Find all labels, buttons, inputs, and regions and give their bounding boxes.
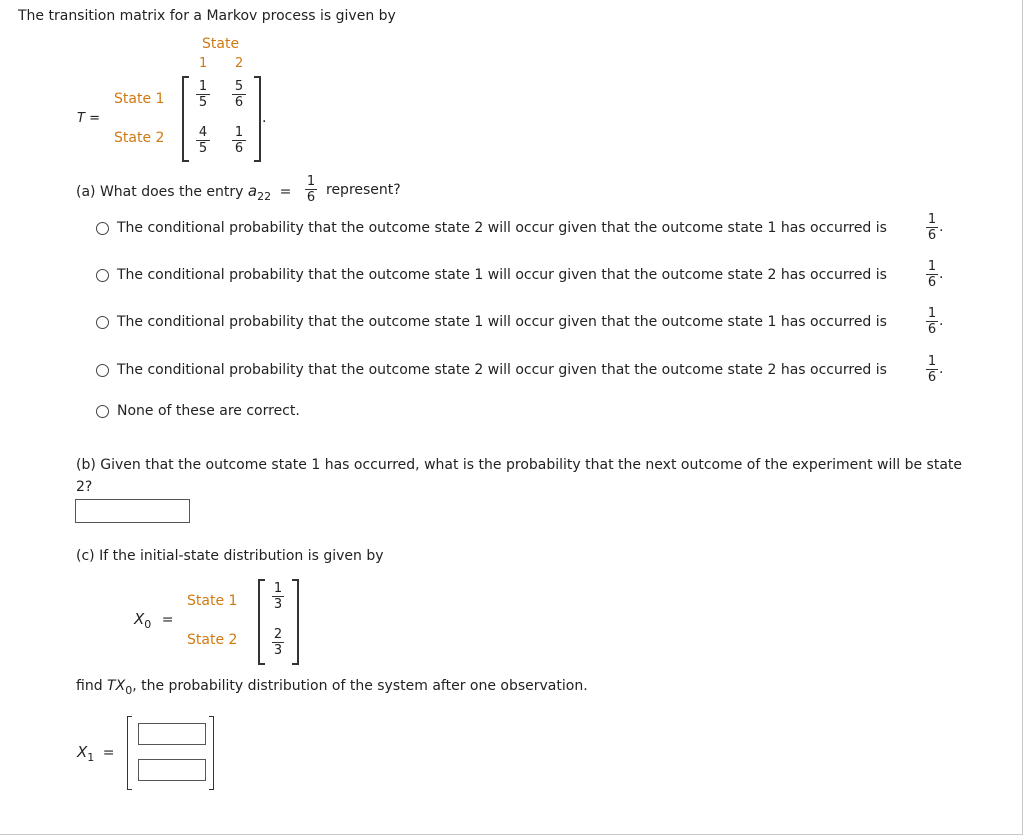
vector-entry-1: $\frac{1}{3}$ [273, 581, 283, 612]
x1-answer-2-input[interactable] [138, 759, 206, 781]
matrix-col-2: 2 [235, 56, 244, 71]
matrix-entry-11: $\frac{1}{5}$ [196, 79, 210, 110]
part-b-answer-input[interactable] [75, 499, 190, 523]
find-prefix: find [76, 678, 103, 694]
part-a-prefix: (a) What does the entry [76, 184, 244, 200]
part-c-find [76, 678, 588, 697]
option-5-text[interactable]: None of these are correct. [117, 403, 300, 419]
x1-answer-1-input[interactable] [138, 723, 206, 745]
vector-row2-label: State 2 [187, 632, 238, 648]
x0-equals: = [161, 612, 174, 628]
part-b-question-line2: 2? [76, 479, 93, 495]
option-3-fraction: $\frac{1}{6}$ [927, 306, 937, 337]
entry-subscript: 22 [257, 189, 272, 203]
part-a-equals: = [279, 184, 292, 200]
matrix-entry-22: $\frac{1}{6}$ [232, 125, 246, 156]
vector-entry-2: $\frac{2}{3}$ [273, 627, 283, 658]
matrix-col-header: State [202, 36, 240, 52]
matrix-entry-21: $\frac{4}{5}$ [196, 125, 210, 156]
entry-symbol: a [247, 182, 258, 200]
matrix-row2-label: State 2 [114, 130, 165, 146]
option-1-fraction: $\frac{1}{6}$ [927, 212, 937, 243]
option-2-fraction: $\frac{1}{6}$ [927, 259, 937, 290]
part-a-suffix: represent? [326, 182, 401, 198]
find-subscript: 0 [125, 683, 133, 697]
x0-subscript: 0 [144, 617, 152, 631]
vector-row1-label: State 1 [187, 593, 238, 609]
option-4-radio[interactable] [96, 364, 109, 377]
option-1-period: . [939, 219, 944, 235]
find-suffix: , the probability distribution of the system after one observation. [132, 678, 588, 694]
option-3-radio[interactable] [96, 316, 109, 329]
option-4-period: . [939, 361, 944, 377]
x1-equals: = [102, 745, 115, 761]
matrix-t-label [77, 111, 100, 126]
x0-symbol: X [134, 610, 145, 628]
option-2-period: . [939, 266, 944, 282]
matrix-col-1: 1 [199, 56, 208, 71]
matrix-period: . [262, 110, 267, 126]
option-3-text[interactable]: The conditional probability that the outcome state 1 will occur given that the outcome state 1 has occurred is [117, 314, 887, 330]
option-4-text[interactable]: The conditional probability that the outcome state 2 will occur given that the outcome state 2 has occurred is [117, 362, 887, 378]
x1-right-bracket [209, 716, 214, 790]
matrix-row1-label: State 1 [114, 91, 165, 107]
option-4-fraction: $\frac{1}{6}$ [927, 354, 937, 385]
x0-label [134, 610, 173, 631]
part-a-fraction: $\frac{1}{6}$ [306, 174, 316, 205]
x1-subscript: 1 [87, 750, 95, 764]
find-expr: TX [107, 678, 126, 694]
matrix-entry-12: $\frac{5}{6}$ [232, 79, 246, 110]
vector-left-bracket [258, 579, 265, 665]
x1-left-bracket [127, 716, 132, 790]
option-5-radio[interactable] [96, 405, 109, 418]
option-3-period: . [939, 313, 944, 329]
x1-label [77, 743, 114, 764]
option-1-radio[interactable] [96, 222, 109, 235]
part-a-question [76, 182, 291, 203]
matrix-left-bracket [182, 76, 189, 162]
matrix-right-bracket [254, 76, 261, 162]
option-2-radio[interactable] [96, 269, 109, 282]
part-b-question-line1: (b) Given that the outcome state 1 has occurred, what is the probability that the next outcome of the experiment will be state [76, 457, 963, 473]
intro-text: The transition matrix for a Markov process is given by [18, 8, 396, 24]
t-symbol: T = [77, 111, 100, 126]
option-2-text[interactable]: The conditional probability that the outcome state 1 will occur given that the outcome state 2 has occurred is [117, 267, 887, 283]
part-c-intro: (c) If the initial-state distribution is given by [76, 548, 384, 564]
x1-symbol: X [77, 743, 88, 761]
option-1-text[interactable]: The conditional probability that the outcome state 2 will occur given that the outcome state 1 has occurred is [117, 220, 887, 236]
vector-right-bracket [292, 579, 299, 665]
